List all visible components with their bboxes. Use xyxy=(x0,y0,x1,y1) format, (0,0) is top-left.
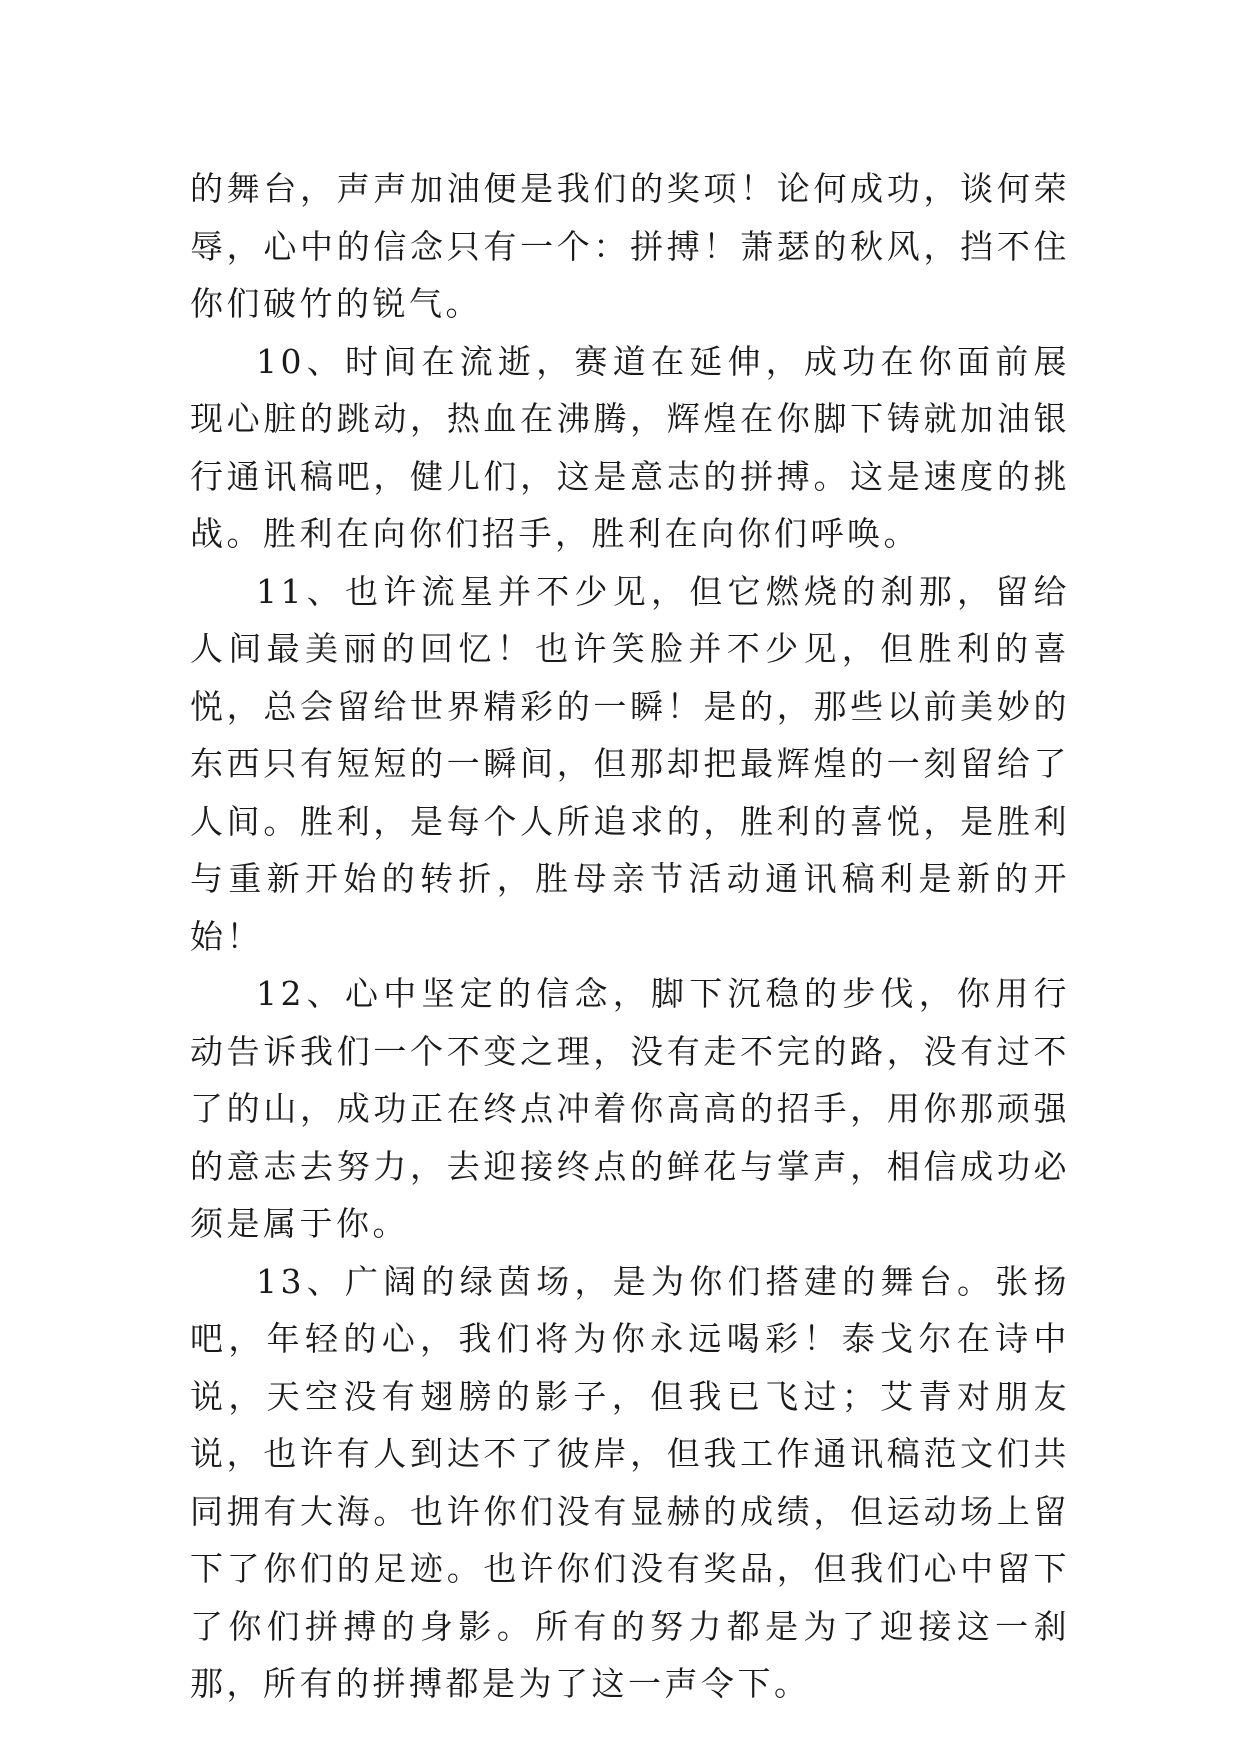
paragraph-13: 13、广阔的绿茵场，是为你们搭建的舞台。张扬吧，年轻的心，我们将为你永远喝彩！泰戈尔在诗中说，天空没有翅膀的影子，但我已飞过；艾青对朋友说，也许有人到达不了彼岸，但我工作通讯稿范文们共同拥有大海。也许你们没有显赫的成绩，但运动场上留下了你们的足迹。也许你们没有奖品，但我们心中留下了你们拼搏的身影。所有的努力都是为了迎接这一刹那，所有的拼搏都是为了这一声令下。 xyxy=(190,1261,1070,1703)
paragraph-10: 10、时间在流逝，赛道在延伸，成功在你面前展现心脏的跳动，热血在沸腾，辉煌在你脚下铸就加油银行通讯稿吧，健儿们，这是意志的拼搏。这是速度的挑战。胜利在向你们招手，胜利在向你们呼唤。 xyxy=(190,341,1070,553)
paragraph-11: 11、也许流星并不少见，但它燃烧的刹那，留给人间最美丽的回忆！也许笑脸并不少见，但胜利的喜悦，总会留给世界精彩的一瞬！是的，那些以前美妙的东西只有短短的一瞬间，但那却把最辉煌的一刻留给了人间。胜利，是每个人所追求的，胜利的喜悦，是胜利与重新开始的转折，胜母亲节活动通讯稿利是新的开始！ xyxy=(190,571,1070,956)
paragraph-12: 12、心中坚定的信念，脚下沉稳的步伐，你用行动告诉我们一个不变之理，没有走不完的路，没有过不了的山，成功正在终点冲着你高高的招手，用你那顽强的意志去努力，去迎接终点的鲜花与掌声，相信成功必须是属于你。 xyxy=(190,974,1070,1243)
paragraph-1: 的舞台，声声加油便是我们的奖项！论何成功，谈何荣辱，心中的信念只有一个：拼搏！萧瑟的秋风，挡不住你们破竹的锐气。 xyxy=(190,169,1070,323)
document-body xyxy=(190,160,1070,1713)
